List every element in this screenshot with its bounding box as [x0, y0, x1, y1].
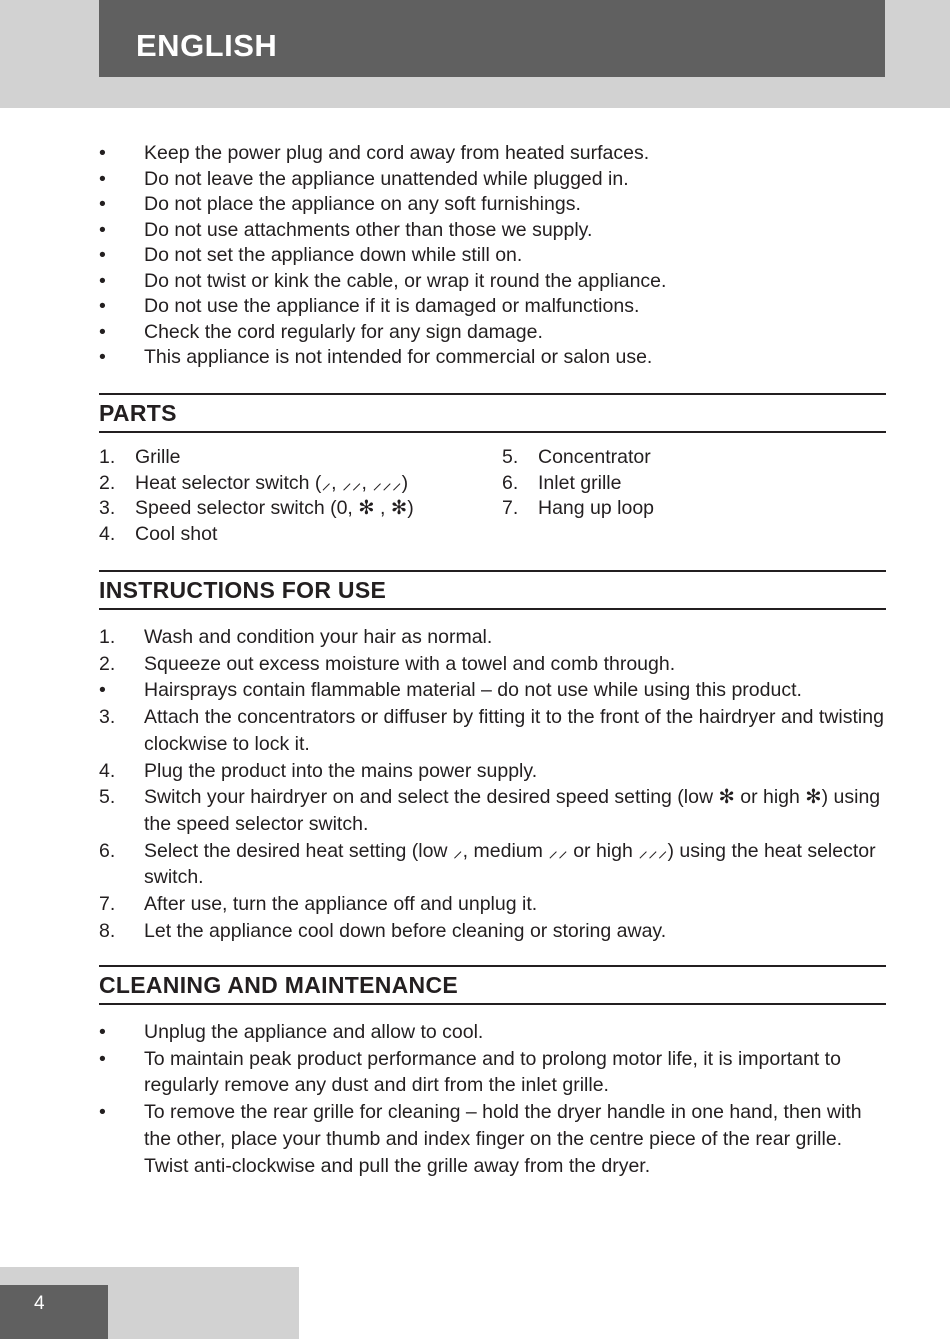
language-tab	[99, 0, 885, 77]
instructions-title: INSTRUCTIONS FOR USE	[99, 577, 387, 603]
bullet: •	[99, 167, 106, 190]
list-item: • To maintain peak product performance and to prolong motor life, it is important to regularly remove any dust and dirt from the inlet grille.	[99, 1047, 841, 1097]
bullet: •	[99, 269, 106, 292]
bullet: •	[99, 244, 106, 266]
bullet: •	[99, 218, 106, 241]
parts-title: PARTS	[99, 400, 177, 426]
list-item: 2. Squeeze out excess moisture with a towel and comb through.	[99, 652, 676, 675]
instructions-list	[99, 624, 886, 944]
list-item: • Do not place the appliance on any soft furnishings.	[99, 192, 886, 218]
list-item: • Check the cord regularly for any sign damage.	[99, 320, 886, 346]
list-item: 7. After use, turn the appliance off and unplug it.	[99, 893, 538, 916]
parts-list-right	[502, 445, 886, 522]
list-item: 3. Speed selector switch (0, ✻ , ✻)	[99, 497, 414, 520]
list-item: 1. Grille	[99, 446, 181, 468]
cleaning-list	[99, 1019, 886, 1179]
list-item: 6. Inlet grille	[502, 471, 622, 494]
parts-list-left	[99, 445, 499, 547]
cleaning-title: CLEANING AND MAINTENANCE	[99, 972, 459, 998]
list-item: 4. Cool shot	[99, 522, 218, 545]
list-item: 6. Select the desired heat setting (low ⸝, medium ⸝⸝ or high ⸝⸝⸝) using the heat selector switch.	[99, 839, 876, 889]
list-item: 5. Concentrator	[502, 446, 651, 468]
bullet: •	[99, 320, 106, 343]
bullet: •	[99, 1101, 106, 1124]
cleaning-heading	[99, 965, 886, 1005]
language-label: ENGLISH	[136, 28, 278, 63]
page-number-box	[0, 1285, 108, 1339]
bullet: •	[99, 346, 106, 368]
list-item: 1. Wash and condition your hair as normal.	[99, 626, 493, 648]
list-item: • Do not use attachments other than those we supply.	[99, 218, 886, 244]
bullet: •	[99, 142, 106, 164]
list-item: 4. Plug the product into the mains power supply.	[99, 759, 538, 782]
list-item: • Do not twist or kink the cable, or wrap it round the appliance.	[99, 269, 886, 295]
list-item: • Do not leave the appliance unattended while plugged in.	[99, 167, 886, 193]
page-number: 4	[34, 1293, 45, 1314]
list-item: • Keep the power plug and cord away from heated surfaces.	[99, 141, 886, 167]
list-item: • To remove the rear grille for cleaning – hold the dryer handle in one hand, then with the other, place your thumb and index finger on the centre piece of the rear grille. Twist anti-clockwise and pull the grille away from the dryer.	[99, 1101, 862, 1177]
bullet: •	[99, 193, 106, 215]
list-item: • Unplug the appliance and allow to cool.	[99, 1019, 886, 1046]
list-item: 5. Switch your hairdryer on and select the desired speed setting (low ✻ or high ✻) using the speed selector switch.	[99, 786, 881, 835]
list-item: 8. Let the appliance cool down before cleaning or storing away.	[99, 919, 667, 942]
list-item: • This appliance is not intended for commercial or salon use.	[99, 345, 886, 371]
list-item: • Do not use the appliance if it is damaged or malfunctions.	[99, 294, 886, 320]
list-item: 7. Hang up loop	[502, 497, 655, 520]
list-item: • Do not set the appliance down while still on.	[99, 243, 886, 269]
bullet: •	[99, 1021, 106, 1043]
list-item: • Hairsprays contain flammable material – do not use while using this product.	[99, 679, 802, 702]
safety-list	[99, 141, 886, 371]
bullet: •	[99, 295, 106, 317]
parts-heading	[99, 393, 886, 433]
instructions-heading	[99, 570, 886, 610]
list-item: 2. Heat selector switch (⸝, ⸝⸝, ⸝⸝⸝)	[99, 471, 409, 494]
list-item: 3. Attach the concentrators or diffuser by fitting it to the front of the hairdryer and twisting clockwise to lock it.	[99, 706, 884, 755]
bullet: •	[99, 1047, 106, 1070]
